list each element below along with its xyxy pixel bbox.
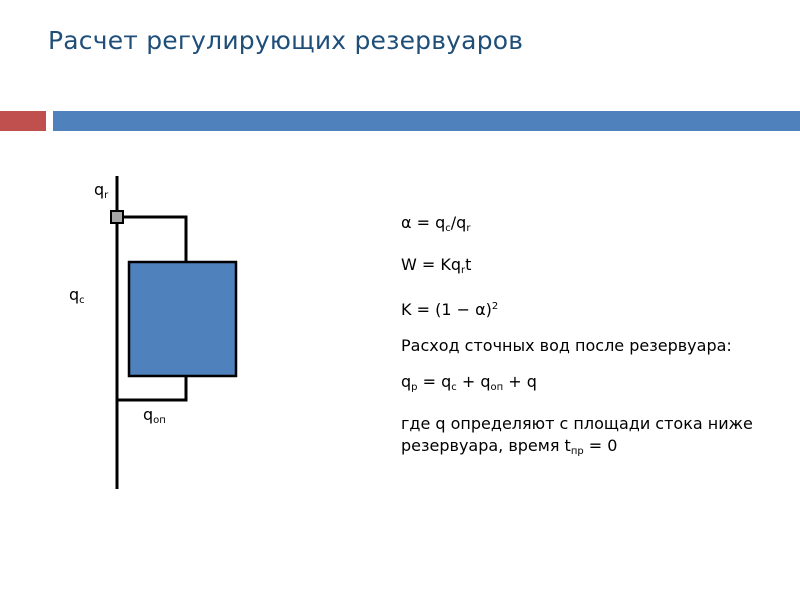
formula-outflow: $q_р = q_c + q_{оп} + q$ xyxy=(401,372,537,393)
formula-alpha: $\alpha = q_c/q_r$ xyxy=(401,213,471,234)
outflow-note: где q определяют с площади стока ниже резервуара, время $t_{пр} = 0$ xyxy=(401,414,753,457)
inflow-branch-line xyxy=(117,217,186,262)
reservoir-box xyxy=(129,262,236,376)
formula-coefficient: $K = (1 - \alpha)^2$ xyxy=(401,300,499,319)
outflow-branch-line xyxy=(117,376,186,400)
label-qr: $q_r$ xyxy=(94,180,109,201)
formulas-block xyxy=(401,212,796,477)
label-qc: $q_c$ xyxy=(69,285,85,306)
outflow-heading: Расход сточных вод после резервуара: xyxy=(401,336,732,355)
diversion-node xyxy=(111,211,123,223)
slide-title: Расчет регулирующих резервуаров xyxy=(48,26,524,55)
label-qop: $q_{оп}$ xyxy=(143,405,166,426)
formula-volume: $W = Kq_rt$ xyxy=(401,255,472,276)
